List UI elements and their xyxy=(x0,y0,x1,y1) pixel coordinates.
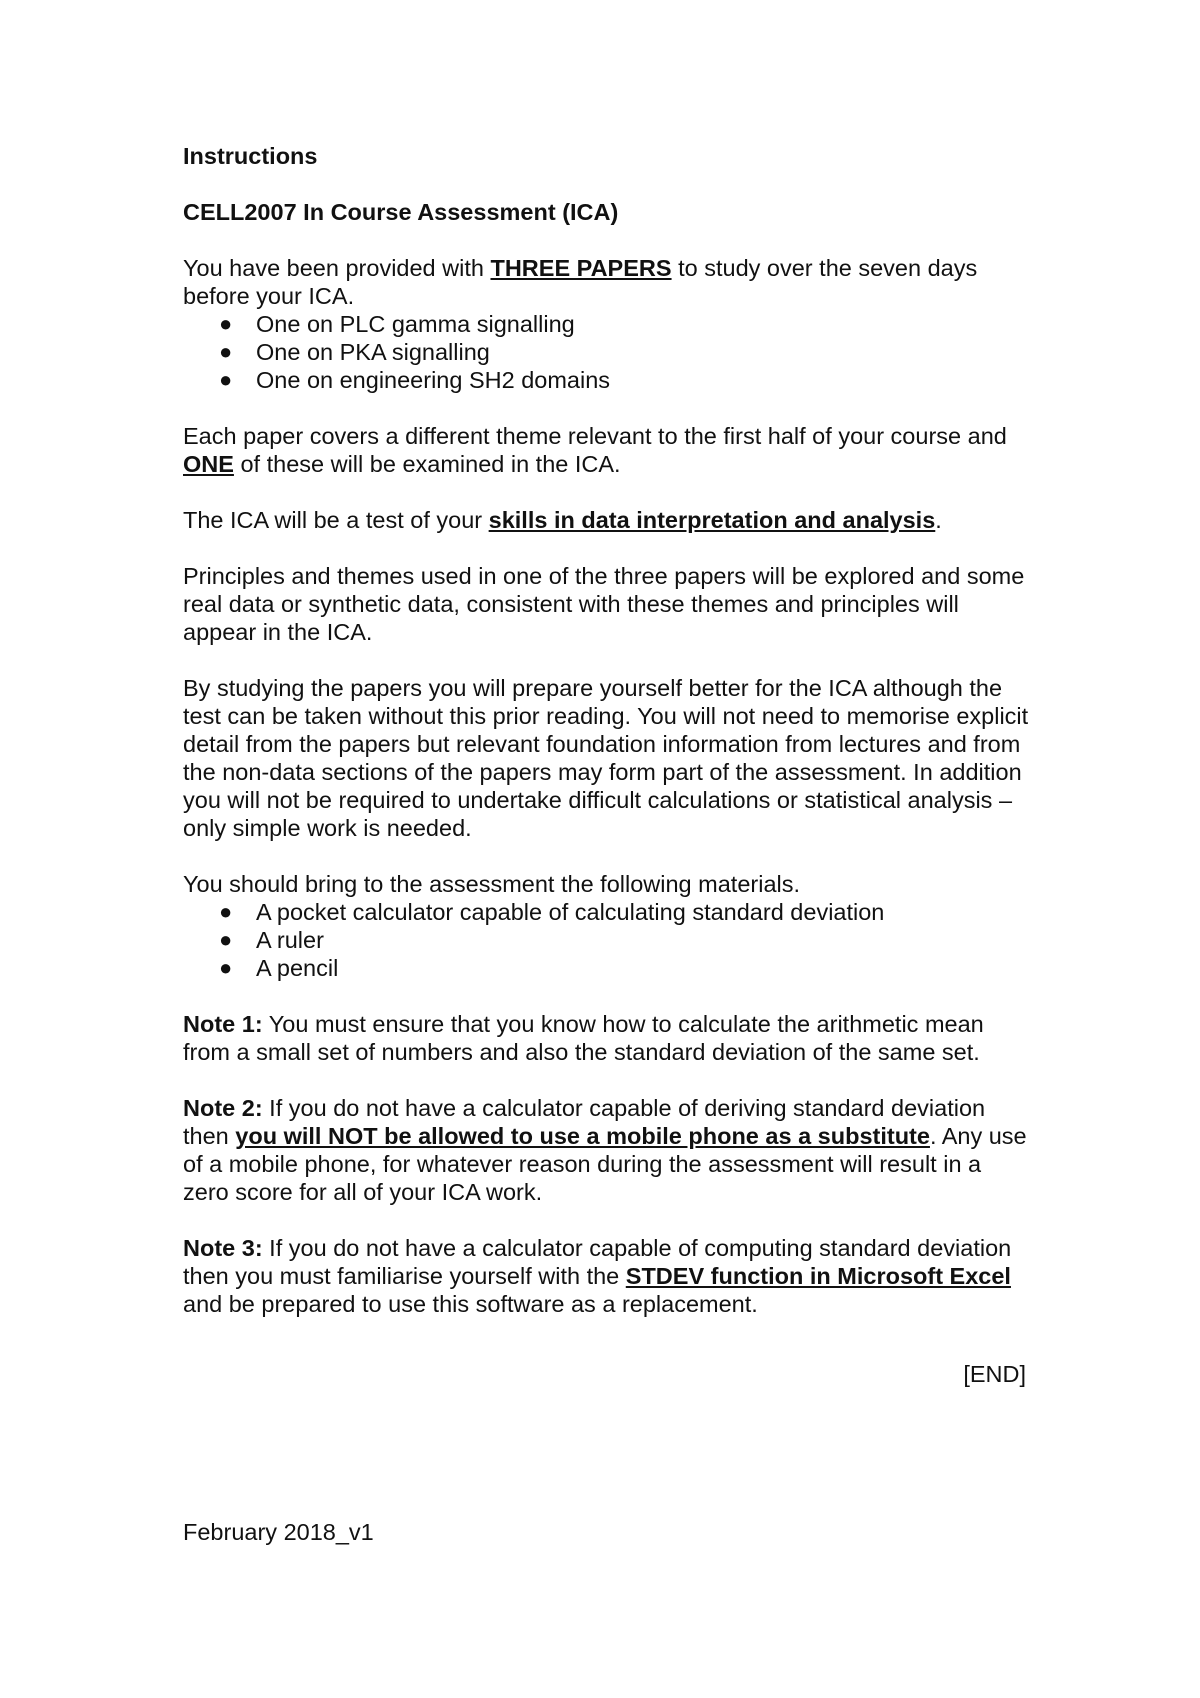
end-marker: [END] xyxy=(963,1361,1026,1387)
themes-emphasis: ONE xyxy=(183,451,234,477)
document-subheading: CELL2007 In Course Assessment (ICA) xyxy=(183,199,619,225)
bullet-icon: ● xyxy=(219,339,233,364)
note-3: Note 3: If you do not have a calculator capable of computing standard deviation then you must familiarise yourself with the STDEV function in Microsoft Excel and be prepared to use this software as a replacement. xyxy=(183,1235,1012,1317)
intro-text: You have been provided with xyxy=(183,255,491,281)
note-3-emphasis: STDEV function in Microsoft Excel xyxy=(625,1263,1011,1289)
principles-paragraph: Principles and themes used in one of the three papers will be explored and some real data or synthetic data, consistent with these themes and principles will appear in the ICA. xyxy=(183,563,1025,645)
document-body xyxy=(183,142,1033,1388)
intro-paragraph xyxy=(183,254,1033,310)
list-item: ● One on PKA signalling xyxy=(219,339,490,365)
materials-intro: You should bring to the assessment the following materials. xyxy=(183,871,801,897)
intro-text-end: to study over the seven days before your ICA. xyxy=(183,255,978,309)
bullet-icon: ● xyxy=(219,899,233,924)
note-1-label: Note 1: xyxy=(183,1011,263,1037)
bullet-icon: ● xyxy=(219,311,233,336)
test-paragraph: The ICA will be a test of your skills in data interpretation and analysis. xyxy=(183,507,942,533)
note-3-label: Note 3: xyxy=(183,1235,263,1261)
test-emphasis: skills in data interpretation and analysis xyxy=(488,507,936,533)
bullet-icon: ● xyxy=(219,927,233,952)
list-item: ● One on engineering SH2 domains xyxy=(219,367,611,393)
document-heading: Instructions xyxy=(183,143,318,169)
intro-emphasis: THREE PAPERS xyxy=(490,255,672,281)
note-1: Note 1: You must ensure that you know how to calculate the arithmetic mean from a small set of numbers and also the standard deviation of the same set. xyxy=(183,1011,984,1065)
themes-paragraph: Each paper covers a different theme relevant to the first half of your course and ONE of these will be examined in the ICA. xyxy=(183,423,1007,477)
list-item: ● A pencil xyxy=(219,955,339,981)
list-item: ● A ruler xyxy=(219,927,324,953)
note-2-emphasis: you will NOT be allowed to use a mobile phone as a substitute xyxy=(235,1123,930,1149)
note-2: Note 2: If you do not have a calculator capable of deriving standard deviation then you will NOT be allowed to use a mobile phone as a substitute. Any use of a mobile phone, for whatever reason during the assessment will result in a zero score for all of your ICA work. xyxy=(183,1095,1027,1205)
list-item: ● A pocket calculator capable of calculating standard deviation xyxy=(219,899,885,925)
studying-paragraph: By studying the papers you will prepare yourself better for the ICA although the test can be taken without this prior reading. You will not need to memorise explicit detail from the papers but relevant foundation information from lectures and from the non-data sections of the papers may form part of the assessment. In addition you will not be required to undertake difficult calculations or statistical analysis – only simple work is needed. xyxy=(183,675,1029,841)
list-item: ● One on PLC gamma signalling xyxy=(219,311,575,337)
note-2-label: Note 2: xyxy=(183,1095,263,1121)
bullet-icon: ● xyxy=(219,367,233,392)
materials-list xyxy=(183,898,1033,982)
bullet-icon: ● xyxy=(219,955,233,980)
papers-list xyxy=(183,310,1033,394)
page-footer: February 2018_v1 xyxy=(183,1519,374,1545)
